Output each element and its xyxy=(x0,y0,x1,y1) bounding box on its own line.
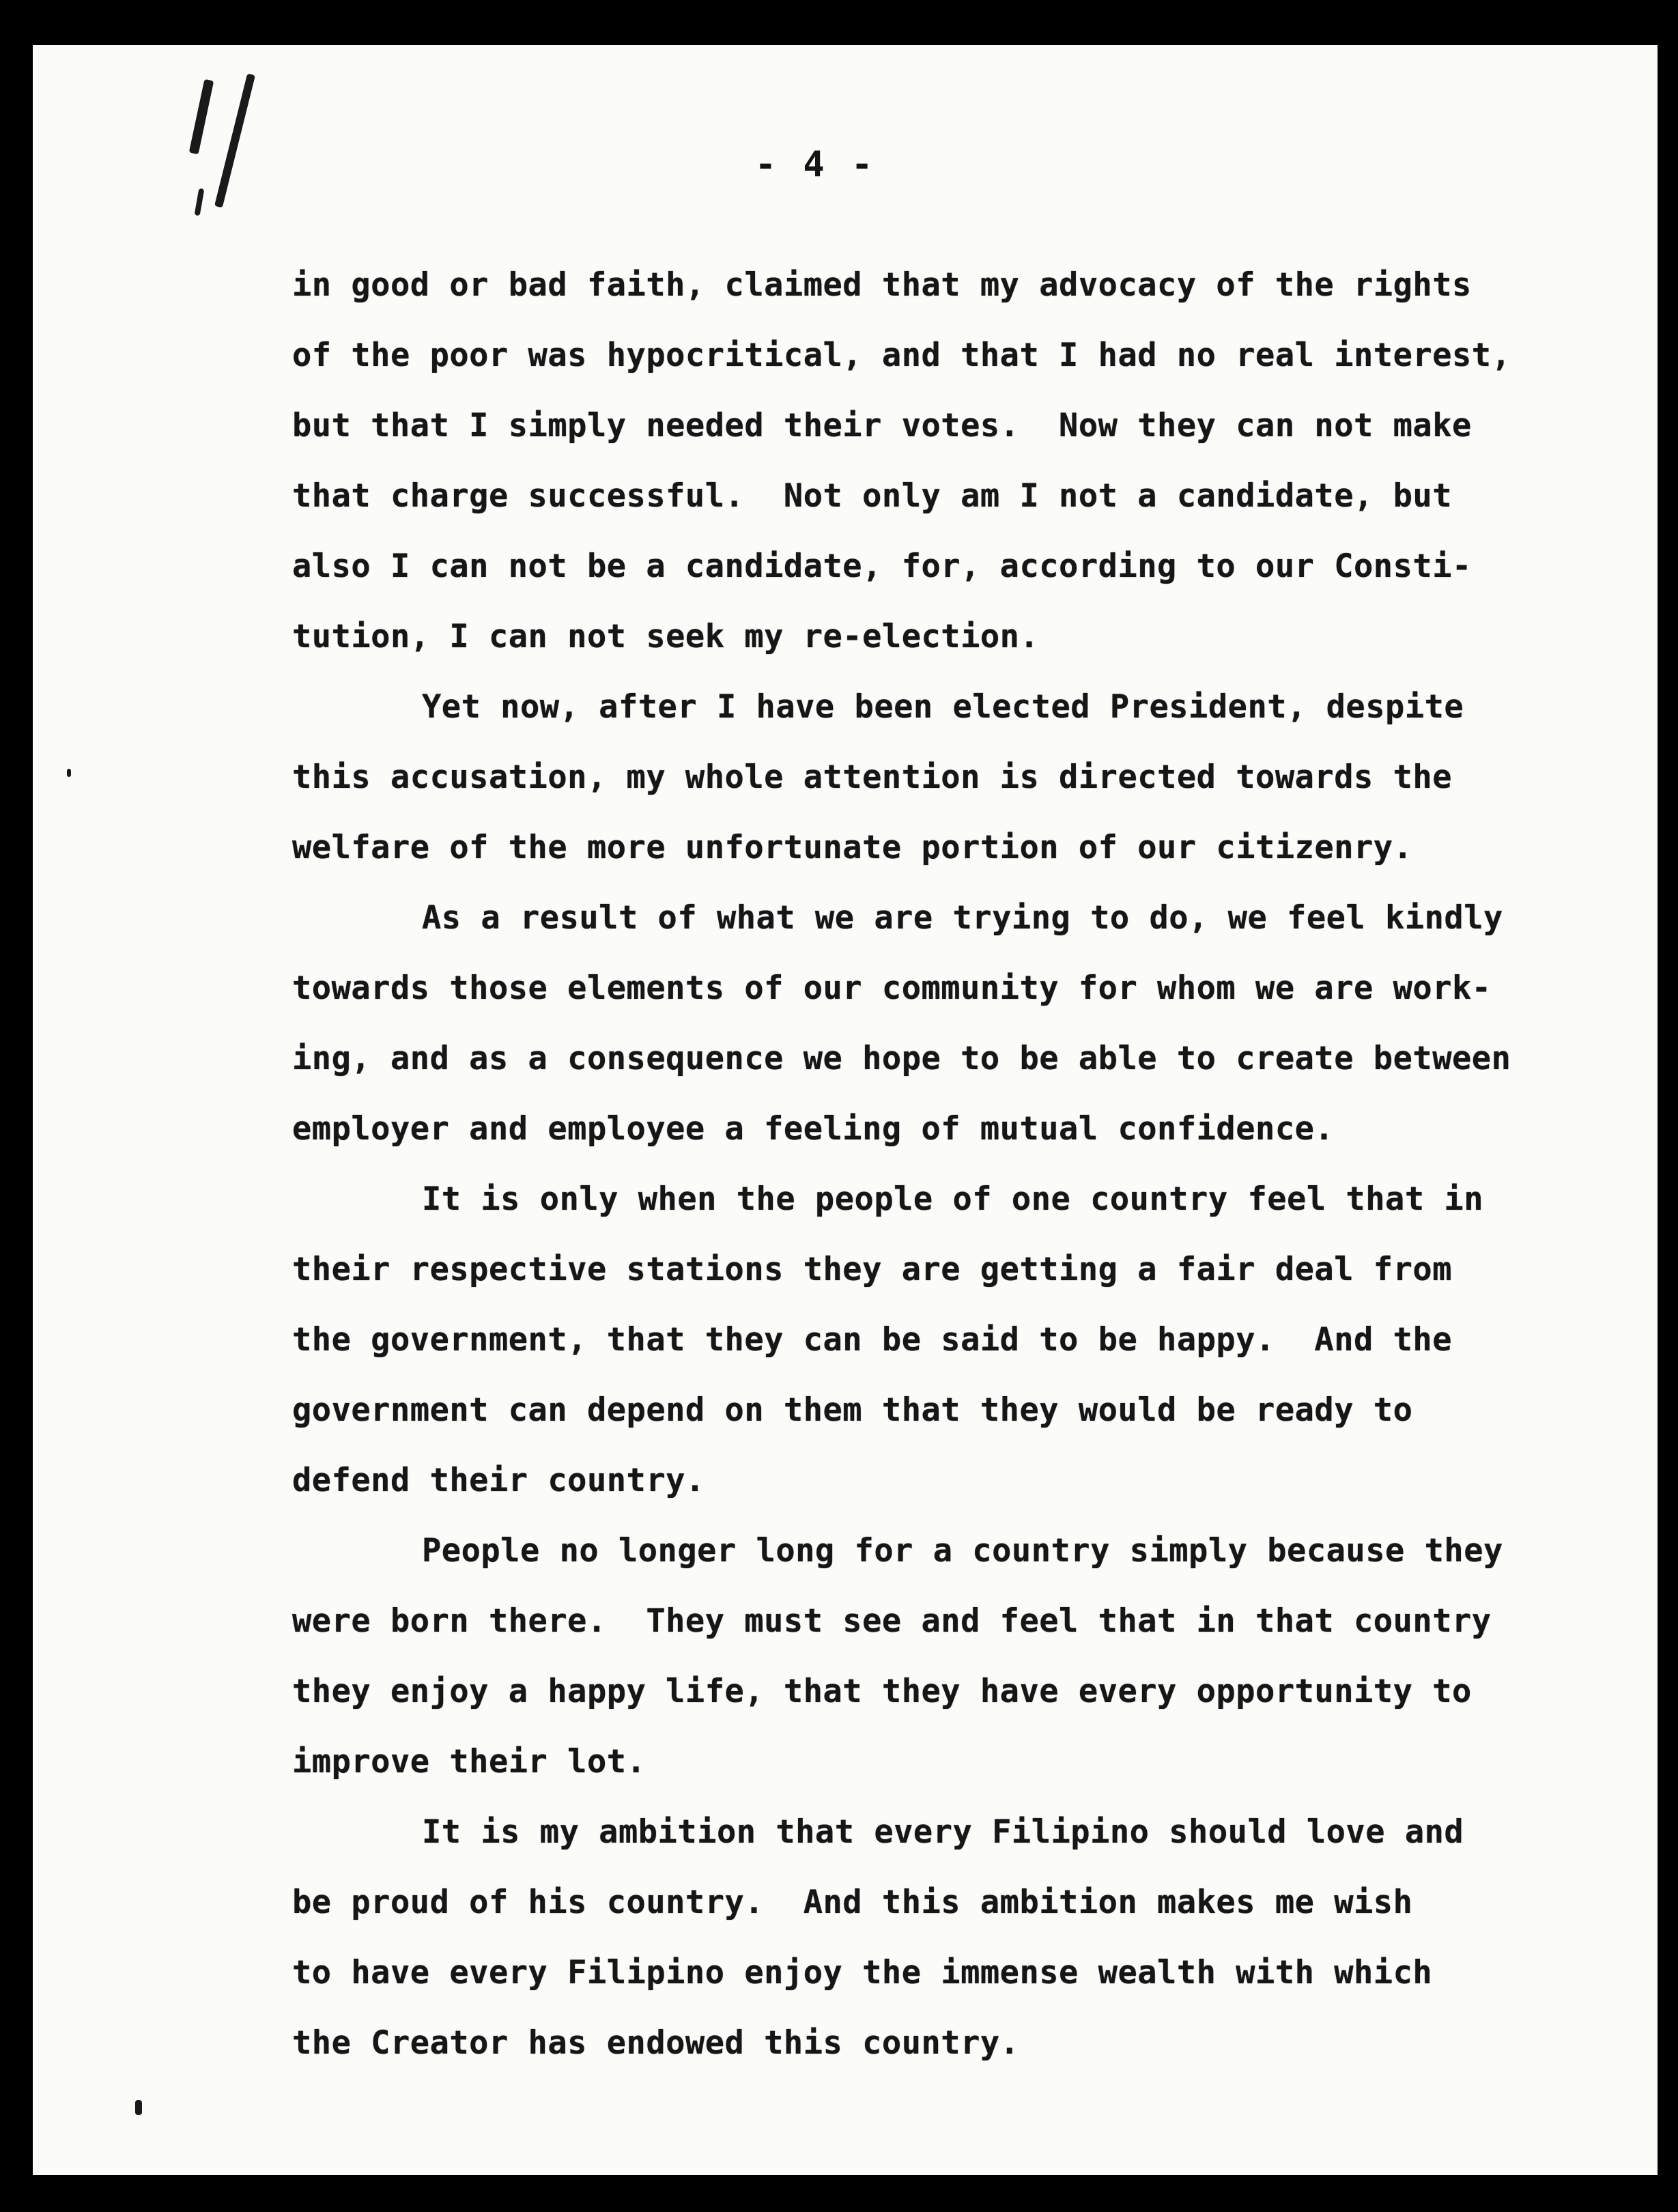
text-line: this accusation, my whole attention is directed towards the xyxy=(292,758,1452,796)
text-line: It is my ambition that every Filipino should love and xyxy=(422,1813,1464,1851)
text-line: also I can not be a candidate, for, according to our Consti- xyxy=(292,548,1472,585)
text-line: It is only when the people of one country feel that in xyxy=(422,1180,1484,1218)
text-line: of the poor was hypocritical, and that I had no real interest, xyxy=(292,337,1511,374)
pencil-mark xyxy=(195,188,205,216)
text-line: in good or bad faith, claimed that my advocacy of the rights xyxy=(292,266,1472,304)
text-line: Yet now, after I have been elected President, despite xyxy=(422,688,1464,726)
document-page xyxy=(33,45,1658,2175)
ink-speck xyxy=(67,769,71,777)
text-line: the Creator has endowed this country. xyxy=(292,2024,1020,2062)
text-line: welfare of the more unfortunate portion of our citizenry. xyxy=(292,829,1413,866)
text-line: As a result of what we are trying to do, we feel kindly xyxy=(422,899,1503,937)
text-line: ing, and as a consequence we hope to be able to create between xyxy=(292,1040,1511,1077)
page-number: - 4 - xyxy=(754,144,876,185)
text-line: improve their lot. xyxy=(292,1743,646,1781)
text-line: the government, that they can be said to be happy. And the xyxy=(292,1321,1452,1359)
text-line: their respective stations they are getting a fair deal from xyxy=(292,1251,1452,1288)
text-line: to have every Filipino enjoy the immense wealth with which xyxy=(292,1954,1433,1991)
ink-speck xyxy=(135,2100,142,2115)
text-line: towards those elements of our community for whom we are work- xyxy=(292,969,1492,1007)
text-line: but that I simply needed their votes. Now they can not make xyxy=(292,407,1472,444)
text-line: government can depend on them that they would be ready to xyxy=(292,1391,1413,1429)
text-line: People no longer long for a country simply because they xyxy=(422,1532,1503,1570)
text-line: that charge successful. Not only am I not a candidate, but xyxy=(292,477,1452,515)
body-text xyxy=(292,250,1644,2078)
text-line: employer and employee a feeling of mutual confidence. xyxy=(292,1110,1335,1148)
text-line: tution, I can not seek my re-election. xyxy=(292,618,1040,655)
pencil-mark xyxy=(214,74,255,208)
pencil-mark xyxy=(189,79,214,155)
text-line: they enjoy a happy life, that they have every opportunity to xyxy=(292,1673,1472,1710)
text-line: were born there. They must see and feel that in that country xyxy=(292,1602,1492,1640)
text-line: be proud of his country. And this ambition makes me wish xyxy=(292,1884,1413,1921)
text-line: defend their country. xyxy=(292,1462,705,1499)
